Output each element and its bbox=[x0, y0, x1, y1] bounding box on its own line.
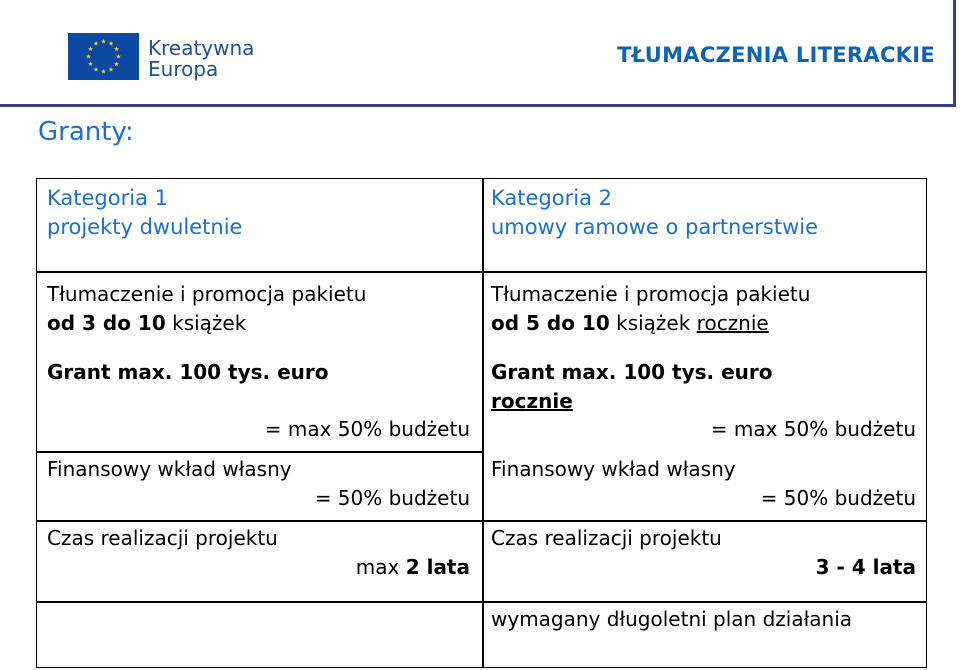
category2-grant bbox=[491, 358, 773, 416]
category2-scope-line1: Tłumaczenie i promocja pakietu bbox=[491, 282, 811, 306]
category2-budget: = max 50% budżetu bbox=[710, 417, 916, 441]
category1-duration-prefix: max bbox=[355, 555, 406, 579]
category2-title bbox=[491, 184, 818, 242]
category1-grant: Grant max. 100 tys. euro bbox=[47, 360, 329, 384]
brand-line1: Kreatywna bbox=[148, 36, 255, 60]
category1-scope-bold: od 3 do 10 bbox=[47, 311, 166, 335]
row-divider bbox=[37, 271, 926, 273]
brand-line2: Europa bbox=[148, 57, 219, 81]
row-divider bbox=[37, 601, 926, 603]
section-title: Granty: bbox=[38, 117, 134, 147]
category1-budget: = max 50% budżetu bbox=[264, 417, 470, 441]
page-title: TŁUMACZENIA LITERACKIE bbox=[617, 43, 935, 67]
category1-duration-bold: 2 lata bbox=[405, 555, 470, 579]
row-divider bbox=[37, 520, 926, 522]
category2-title-line2: umowy ramowe o partnerstwie bbox=[491, 215, 819, 239]
category2-scope bbox=[491, 280, 810, 338]
category2-own-contribution-label: Finansowy wkład własny bbox=[491, 457, 736, 481]
row-divider-left bbox=[37, 451, 482, 453]
category1-scope bbox=[47, 280, 366, 338]
category2-grant-line2: rocznie bbox=[491, 389, 573, 413]
category1-duration-value bbox=[47, 553, 470, 582]
category1-duration-label: Czas realizacji projektu bbox=[47, 526, 278, 550]
category2-duration-value: 3 - 4 lata bbox=[815, 555, 916, 579]
category2-own-contribution-value: = 50% budżetu bbox=[760, 486, 916, 510]
category1-title-line1: Kategoria 1 bbox=[47, 186, 168, 210]
category1-scope-line1: Tłumaczenie i promocja pakietu bbox=[47, 282, 367, 306]
category1-title bbox=[47, 184, 242, 242]
category1-own-contribution-label: Finansowy wkład własny bbox=[47, 457, 292, 481]
header-bar bbox=[0, 0, 956, 107]
category2-scope-bold: od 5 do 10 bbox=[491, 311, 610, 335]
category2-scope-line2 bbox=[491, 309, 810, 338]
grants-table bbox=[36, 178, 927, 668]
category1-scope-line2 bbox=[47, 309, 366, 338]
brand-logo bbox=[148, 38, 254, 80]
category2-duration-label: Czas realizacji projektu bbox=[491, 526, 722, 550]
category1-title-line2: projekty dwuletnie bbox=[47, 215, 243, 239]
category2-grant-line1: Grant max. 100 tys. euro bbox=[491, 360, 773, 384]
category2-title-line1: Kategoria 2 bbox=[491, 186, 612, 210]
category2-scope-rest: książek bbox=[609, 311, 697, 335]
category1-own-contribution-value: = 50% budżetu bbox=[314, 486, 470, 510]
eu-flag-icon bbox=[68, 33, 139, 80]
category2-plan: wymagany długoletni plan działania bbox=[491, 607, 853, 631]
category2-scope-underline: rocznie bbox=[696, 311, 769, 335]
column-divider bbox=[482, 179, 484, 667]
category1-scope-rest: książek bbox=[165, 311, 247, 335]
